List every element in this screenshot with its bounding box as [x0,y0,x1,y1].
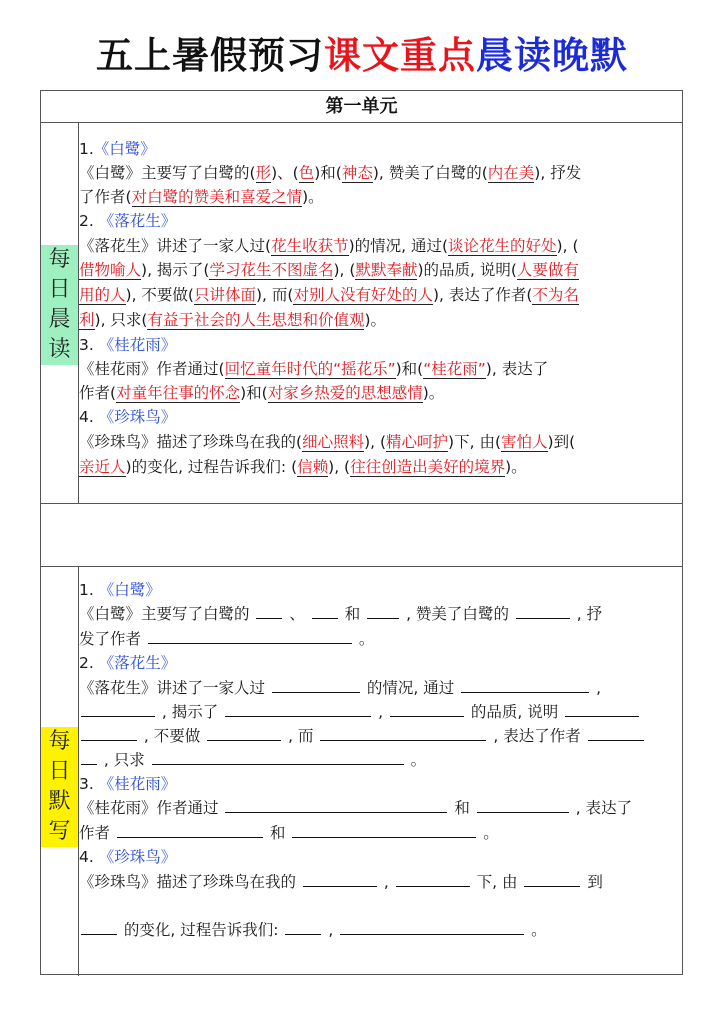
fill-in-blank[interactable] [81,918,117,935]
prompt-text: ), 揭示了( [141,261,210,279]
prompt-text: 《珍珠鸟》描述了珍珠鸟在我的 [79,873,301,891]
prompt-text: ), 赞美了白鹭的( [372,164,488,182]
lesson-title: 《白鹭》 [93,140,156,158]
prompt-text: )的品质, 说明( [417,261,517,279]
side-label-char: 日 [48,277,71,302]
prompt-text: ), ( [328,458,351,476]
prompt-text: ), 抒发 [534,164,582,182]
prompt-text: , [373,703,388,721]
prompt-text: ), ( [364,433,387,451]
text-line [79,748,426,772]
text-line [79,602,602,626]
prompt-text: )下, 由( [448,433,501,451]
morning-reading-label [41,245,78,365]
text-line [79,627,374,651]
prompt-text: ), 只求( [94,311,148,329]
answer-text: 只讲体面 [193,286,256,304]
answer-text: 色 [298,164,315,182]
fill-in-blank[interactable] [225,796,447,813]
prompt-text: , 赞美了白鹭的 [401,605,514,623]
title-part-1: 五上暑假预习 [96,33,324,77]
fill-in-blank[interactable] [292,821,476,838]
prompt-text: , 揭示了 [157,703,224,721]
fill-in-blank[interactable] [396,870,470,887]
answer-text: 亲近人 [79,458,126,476]
fill-in-blank[interactable] [81,748,97,765]
divider [41,566,682,567]
text-line [79,845,176,869]
text-line [79,185,324,209]
prompt-text: 下, 由 [471,873,523,891]
fill-in-blank[interactable] [207,724,281,741]
lesson-title: 《珍珠鸟》 [98,848,177,866]
fill-in-blank[interactable] [81,700,155,717]
answer-text: 不为名 [532,286,579,304]
prompt-text: 《珍珠鸟》描述了珍珠鸟在我的( [79,433,303,451]
title-part-3: 晨读晚默 [476,33,628,77]
prompt-text: 。 [353,630,375,648]
evening-dictation-label [41,727,78,847]
prompt-text: 发了作者 [79,630,146,648]
prompt-text: 。 [405,751,427,769]
text-line [79,333,176,357]
fill-in-blank[interactable] [256,602,282,619]
divider [41,503,682,504]
fill-in-blank[interactable] [461,676,589,693]
answer-text: 人要做有 [516,261,579,279]
prompt-text: 的品质, 说明 [466,703,564,721]
text-line [79,258,579,282]
prompt-text: 1. [79,581,99,599]
prompt-text: 和 [264,824,291,842]
text-line [79,161,581,185]
prompt-text: )的变化, 过程告诉我们: ( [125,458,298,476]
prompt-text: 。 [478,824,499,842]
title-part-2: 课文重点 [324,33,476,77]
prompt-text: 、 [284,605,310,623]
prompt-text: 《桂花雨》作者通过 [79,799,224,817]
prompt-text: 和 [339,605,366,623]
answer-text: 利 [79,311,95,329]
fill-in-blank[interactable] [588,724,644,741]
prompt-text: )的情况, 通过( [348,237,449,255]
answer-text: 对童年往事的怀念 [116,384,241,402]
answer-text: 往往创造出美好的境界 [350,458,506,476]
text-line [79,455,527,479]
prompt-text: ), 表达了作者( [432,286,533,304]
fill-in-blank[interactable] [117,821,263,838]
fill-in-blank[interactable] [516,602,570,619]
prompt-text: )。 [364,311,387,329]
side-label-char: 读 [48,337,71,362]
fill-in-blank[interactable] [148,627,352,644]
text-line [79,870,603,894]
answer-text: 学习花生不图虚名 [209,261,334,279]
text-line [79,578,161,602]
side-label-char: 每 [48,247,71,272]
answer-text: 谈论花生的好处 [448,237,557,255]
answer-text: 信赖 [297,458,329,476]
prompt-text: 到 [582,873,603,891]
answer-text: 默默奉献 [355,261,418,279]
prompt-text: , 不要做 [139,727,206,745]
prompt-text: )、( [271,164,299,182]
fill-in-blank[interactable] [285,918,321,935]
text-line [79,772,176,796]
answer-text: 借物喻人 [79,261,142,279]
answer-text: 细心照料 [302,433,365,451]
fill-in-blank[interactable] [312,602,338,619]
prompt-text: 的变化, 过程告诉我们: [119,921,284,939]
prompt-text: ), 表达了 [485,360,549,378]
prompt-text: , [591,679,602,697]
prompt-text: )。 [505,458,527,476]
prompt-text: )和( [240,384,268,402]
prompt-text: , [378,873,394,891]
prompt-text: 作者 [79,824,115,842]
fill-in-blank[interactable] [367,602,399,619]
answer-text: 用的人 [79,286,126,304]
prompt-text: , 而 [283,727,319,745]
fill-in-blank[interactable] [81,724,137,741]
answer-text: 形 [255,164,272,182]
answer-text: 花生收获节 [271,237,349,255]
fill-in-blank[interactable] [340,918,524,935]
prompt-text: ), ( [333,261,356,279]
answer-text: 对家乡热爱的思想感情 [267,384,423,402]
text-line [79,405,176,429]
answer-text: 神态 [341,164,373,182]
prompt-text: 《白鹭》主要写了白鹭的( [79,164,256,182]
text-line [79,209,176,233]
fill-in-blank[interactable] [152,748,404,765]
divider [41,122,682,123]
fill-in-blank[interactable] [272,676,360,693]
text-line [79,796,632,820]
answer-text: “桂花雨” [423,360,486,378]
fill-in-blank[interactable] [565,700,639,717]
page-title [0,30,724,80]
prompt-text: )到( [547,433,576,451]
prompt-text: , 只求 [99,751,150,769]
fill-in-blank[interactable] [390,700,464,717]
prompt-text: 和 [449,799,475,817]
fill-in-blank[interactable] [320,724,486,741]
prompt-text: 。 [526,921,547,939]
fill-in-blank[interactable] [303,870,377,887]
prompt-text: 4. [79,848,99,866]
text-line [79,137,156,161]
answer-text: 害怕人 [501,433,548,451]
prompt-text: , 表达了 [570,799,633,817]
side-label-char: 每 [48,729,71,754]
text-line [79,676,601,700]
text-line [79,724,646,748]
fill-in-blank[interactable] [524,870,580,887]
prompt-text: ), 不要做( [125,286,194,304]
prompt-text: )。 [422,384,445,402]
prompt-text: )和( [395,360,424,378]
unit-title: 第一单元 [325,96,398,117]
lesson-title: 《桂花雨》 [98,775,177,793]
answer-text: 对别人没有好处的人 [293,286,433,304]
lesson-title: 《白鹭》 [98,581,161,599]
prompt-text: 1. [79,140,94,158]
answer-text: 回忆童年时代的“摇花乐” [224,360,396,378]
prompt-text: )。 [302,188,324,206]
prompt-text: 4. [79,408,99,426]
text-line [79,430,575,454]
prompt-text: 《白鹭》主要写了白鹭的 [79,605,255,623]
prompt-text: 作者( [79,384,117,402]
text-line [79,308,386,332]
prompt-text: , 表达了作者 [488,727,586,745]
text-line [79,381,444,405]
prompt-text: ), ( [556,237,579,255]
text-line [79,357,548,381]
text-line [79,821,499,845]
text-line [79,918,547,942]
fill-in-blank[interactable] [225,700,371,717]
lesson-title: 《桂花雨》 [98,336,177,354]
text-line [79,234,579,258]
answer-text: 内在美 [487,164,535,182]
prompt-text: , [323,921,339,939]
fill-in-blank[interactable] [477,796,569,813]
text-line [79,700,641,724]
side-label-char: 默 [48,789,71,814]
text-line [79,651,176,675]
side-label-char: 写 [48,819,71,844]
answer-text: 精心呵护 [386,433,449,451]
prompt-text: 2. [79,212,99,230]
prompt-text: 的情况, 通过 [361,679,460,697]
prompt-text: 2. [79,654,99,672]
lesson-title: 《珍珠鸟》 [98,408,177,426]
prompt-text: 3. [79,336,99,354]
lesson-title: 《落花生》 [98,654,177,672]
side-label-char: 日 [48,759,71,784]
prompt-text: ), 而( [255,286,294,304]
lesson-title: 《落花生》 [98,212,177,230]
prompt-text: 《落花生》讲述了一家人过( [79,237,272,255]
prompt-text: , 抒 [571,605,603,623]
prompt-text: )和( [314,164,342,182]
prompt-text: 3. [79,775,99,793]
prompt-text: 《桂花雨》作者通过( [79,360,225,378]
prompt-text: 了作者( [79,188,132,206]
prompt-text: 《落花生》讲述了一家人过 [79,679,270,697]
answer-text: 有益于社会的人生思想和价值观 [147,311,365,329]
side-label-char: 晨 [48,307,71,332]
text-line [79,283,579,307]
answer-text: 对白鹭的赞美和喜爱之情 [131,188,303,206]
